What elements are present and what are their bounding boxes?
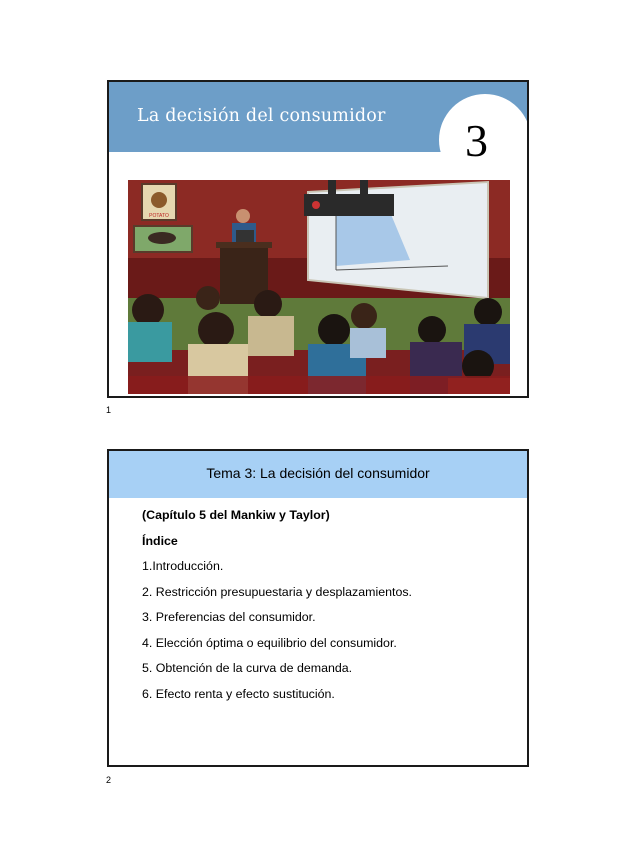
index-item: 2. Restricción presupuestaria y desplazamientos. xyxy=(142,584,412,599)
slide-1-title: La decisión del consumidor xyxy=(137,106,386,126)
slide-2-title: Tema 3: La decisión del consumidor xyxy=(206,465,430,481)
page-number-1: 1 xyxy=(106,405,112,415)
chapter-reference: (Capítulo 5 del Mankiw y Taylor) xyxy=(142,508,330,522)
index-item: 3. Preferencias del consumidor. xyxy=(142,610,316,624)
slide-1 xyxy=(107,80,529,398)
lecture-hall-illustration xyxy=(128,180,510,394)
index-item: 5. Obtención de la curva de demanda. xyxy=(142,661,353,675)
poster-label: POTATO xyxy=(149,213,169,219)
chapter-number: 3 xyxy=(465,115,488,166)
index-item: 6. Efecto renta y efecto sustitución. xyxy=(142,686,335,701)
page-number-2: 2 xyxy=(106,775,112,785)
index-heading: Índice xyxy=(142,533,178,548)
index-item: 4. Elección óptima o equilibrio del consumidor. xyxy=(142,635,397,650)
index-item: 1.Introducción. xyxy=(142,559,224,573)
slide-2 xyxy=(107,449,529,767)
slide-2-content xyxy=(142,507,412,711)
laptop xyxy=(236,230,254,242)
